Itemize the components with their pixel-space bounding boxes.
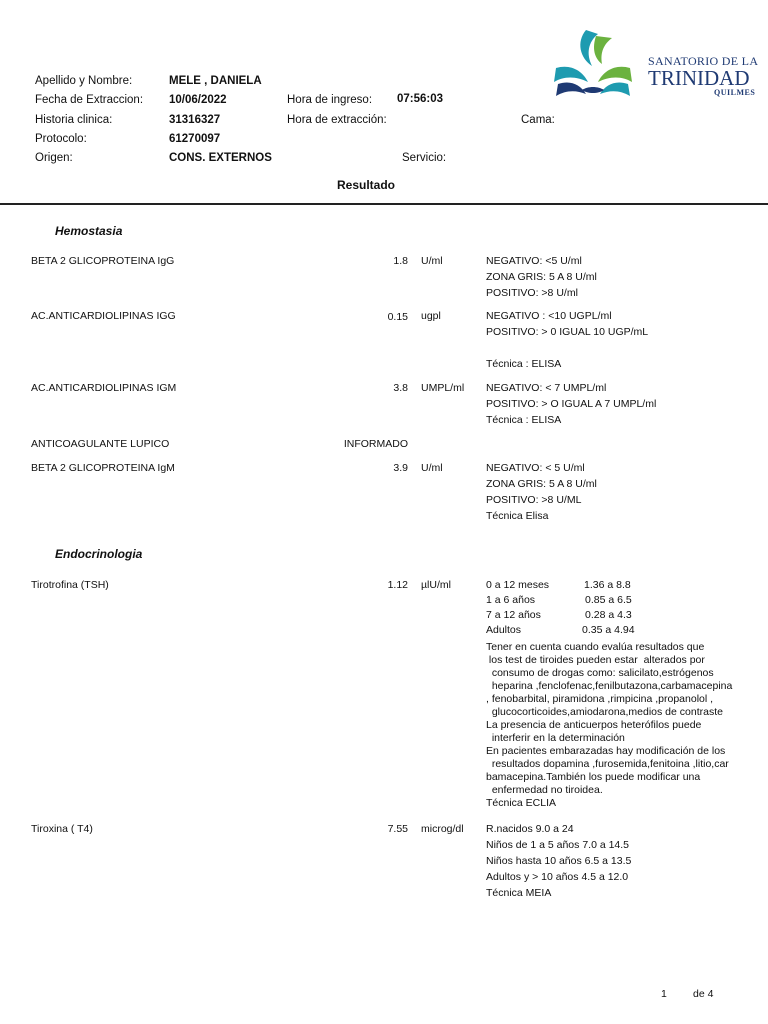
test-name: ANTICOAGULANTE LUPICO bbox=[31, 438, 170, 450]
reference-line: Niños de 1 a 5 años 7.0 a 14.5 bbox=[486, 839, 630, 851]
section-title-hemostasia: Hemostasia bbox=[55, 224, 123, 238]
page-total: de 4 bbox=[693, 988, 714, 1000]
reference-row bbox=[486, 622, 635, 637]
logo-line1: SANATORIO DE LA bbox=[648, 54, 759, 68]
test-unit: ugpl bbox=[421, 310, 441, 322]
reference-line: ZONA GRIS: 5 A 8 U/ml bbox=[486, 271, 597, 283]
reference-line: NEGATIVO: < 7 UMPL/ml bbox=[486, 382, 607, 394]
label-clinical-history: Historia clinica: bbox=[35, 114, 113, 126]
extraction-date: 10/06/2022 bbox=[169, 94, 227, 106]
protocol-number: 61270097 bbox=[169, 133, 221, 145]
reference-line: POSITIVO: >8 U/ML bbox=[486, 494, 582, 506]
admission-time: 07:56:03 bbox=[397, 93, 444, 105]
test-name: Tirotrofina (TSH) bbox=[31, 579, 109, 591]
test-unit: UMPL/ml bbox=[421, 382, 465, 394]
age-range: 7 a 12 años bbox=[486, 609, 541, 621]
label-protocol: Protocolo: bbox=[35, 133, 87, 145]
clinical-history: 31316327 bbox=[169, 114, 221, 126]
test-name: BETA 2 GLICOPROTEINA IgM bbox=[31, 462, 175, 474]
section-title-endocrinologia: Endocrinologia bbox=[55, 547, 143, 561]
age-range: 1 a 6 años bbox=[486, 594, 536, 606]
range-value: 0.28 a 4.3 bbox=[585, 609, 632, 621]
test-reference bbox=[486, 253, 597, 301]
reference-line: POSITIVO: > O IGUAL A 7 UMPL/ml bbox=[486, 398, 657, 410]
origin: CONS. EXTERNOS bbox=[169, 152, 272, 164]
label-service: Servicio: bbox=[402, 152, 447, 164]
test-name: AC.ANTICARDIOLIPINAS IGM bbox=[31, 382, 177, 394]
logo-line3: QUILMES bbox=[714, 88, 756, 97]
test-reference bbox=[486, 380, 656, 428]
test-name: Tiroxina ( T4) bbox=[31, 823, 93, 835]
test-value: INFORMADO bbox=[343, 438, 408, 450]
label-bed: Cama: bbox=[521, 114, 555, 126]
reference-line: Técnica Elisa bbox=[486, 510, 549, 522]
label-origin: Origen: bbox=[35, 152, 73, 164]
page-number: 1 bbox=[661, 988, 667, 1000]
reference-line: NEGATIVO : <10 UGPL/ml bbox=[486, 310, 612, 322]
test-name: BETA 2 GLICOPROTEINA IgG bbox=[31, 255, 175, 267]
reference-line: R.nacidos 9.0 a 24 bbox=[486, 823, 574, 835]
patient-name: MELE , DANIELA bbox=[169, 75, 262, 87]
test-reference bbox=[486, 308, 648, 372]
test-value: 3.8 bbox=[393, 382, 408, 394]
result-title: Resultado bbox=[337, 178, 396, 192]
reference-line: NEGATIVO: < 5 U/ml bbox=[486, 462, 585, 474]
trinity-emblem-icon bbox=[552, 28, 634, 100]
reference-line: Técnica MEIA bbox=[486, 887, 552, 899]
test-unit: microg/dl bbox=[421, 823, 464, 835]
logo-line2: TRINIDAD bbox=[648, 66, 750, 90]
range-value: 0.85 a 6.5 bbox=[585, 594, 632, 606]
reference-line: NEGATIVO: <5 U/ml bbox=[486, 255, 582, 267]
reference-row bbox=[486, 577, 631, 592]
test-value: 7.55 bbox=[387, 823, 408, 835]
label-admission-time: Hora de ingreso: bbox=[287, 94, 373, 106]
test-name: AC.ANTICARDIOLIPINAS IGG bbox=[31, 310, 176, 322]
reference-row bbox=[486, 607, 632, 622]
reference-row bbox=[486, 592, 632, 607]
test-value: 1.12 bbox=[387, 579, 408, 591]
tsh-reference-table bbox=[486, 577, 635, 637]
header-divider bbox=[0, 203, 768, 205]
test-unit: µlU/ml bbox=[421, 579, 451, 591]
test-reference bbox=[486, 821, 631, 901]
label-name: Apellido y Nombre: bbox=[35, 75, 133, 87]
reference-line: POSITIVO: > 0 IGUAL 10 UGP/mL bbox=[486, 326, 649, 338]
age-range: 0 a 12 meses bbox=[486, 579, 550, 591]
reference-line: POSITIVO: >8 U/ml bbox=[486, 287, 578, 299]
label-extraction-time: Hora de extracción: bbox=[287, 114, 387, 126]
test-unit: U/ml bbox=[421, 462, 443, 474]
reference-line: Técnica : ELISA bbox=[486, 414, 562, 426]
label-extraction-date: Fecha de Extraccion: bbox=[35, 94, 144, 106]
tsh-clinical-note: Tener en cuenta cuando evalúa resultados que los test de tiroides pueden estar alterados por consumo de drogas como: salicilato,estrógenos heparina ,fenclofenac,fenilbutazona,carbamacepina , fenobarbital, piramidona ,rimpicina ,propanolol , glucocorticoides,amiodarona,medios de contraste La presencia de anticuerpos heterófilos puede interferir en la determinación En pacientes embarazadas hay modificación de los resultados dopamina ,furosemida,fenitoina ,litio,car bamacepina.También los puede modificar una enfermedad no tiroidea. Técnica ECLIA bbox=[486, 641, 733, 809]
reference-line: Niños hasta 10 años 6.5 a 13.5 bbox=[486, 855, 632, 867]
range-value: 1.36 a 8.8 bbox=[584, 579, 631, 591]
age-range: Adultos bbox=[486, 624, 522, 636]
test-value: 0.15 bbox=[387, 311, 408, 323]
test-reference bbox=[486, 460, 597, 524]
reference-line bbox=[486, 340, 648, 356]
test-value: 3.9 bbox=[393, 462, 408, 474]
reference-line: Adultos y > 10 años 4.5 a 12.0 bbox=[486, 871, 629, 883]
test-unit: U/ml bbox=[421, 255, 443, 267]
test-value: 1.8 bbox=[393, 255, 408, 267]
reference-line: ZONA GRIS: 5 A 8 U/ml bbox=[486, 478, 597, 490]
sanatorio-logo bbox=[552, 28, 762, 100]
range-value: 0.35 a 4.94 bbox=[582, 624, 635, 636]
reference-line: Técnica : ELISA bbox=[486, 358, 562, 370]
